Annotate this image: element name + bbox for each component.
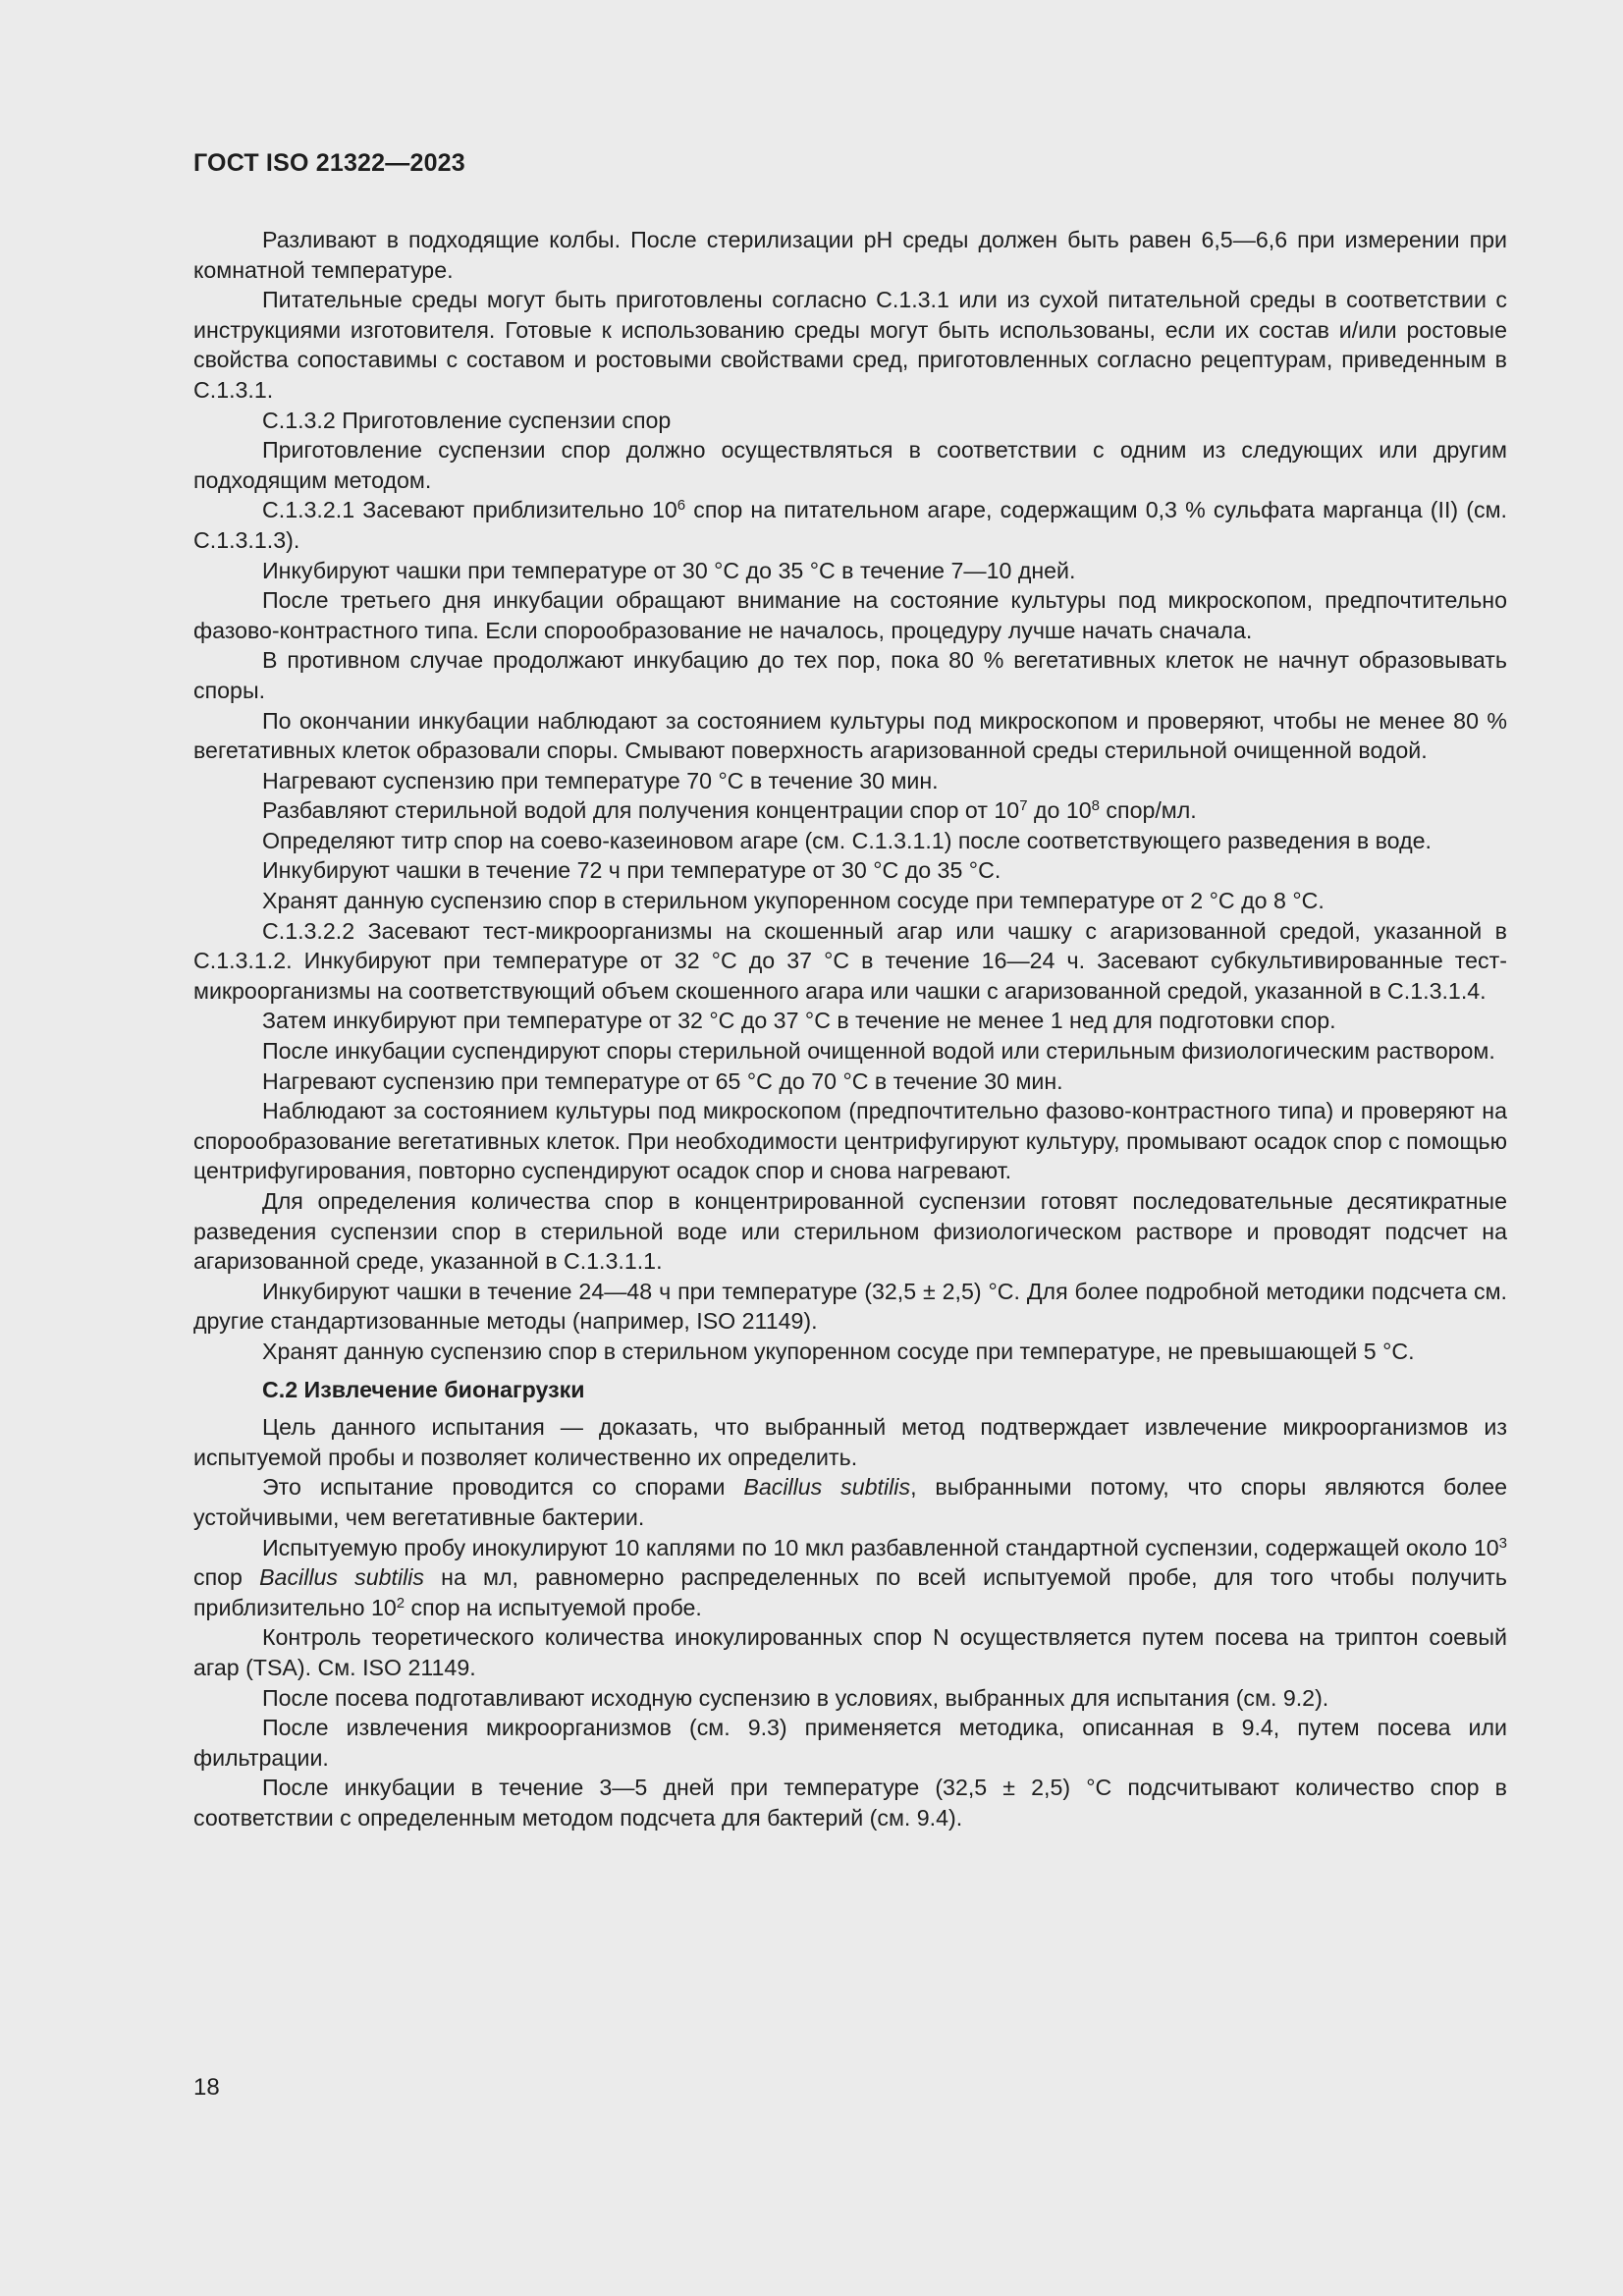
document-header: ГОСТ ISO 21322—2023 (193, 149, 465, 177)
paragraph: Питательные среды могут быть приготовлены согласно С.1.3.1 или из сухой питательной среды в соответствии с инструкциями изготовителя. Готовые к использованию среды могут быть использованы, если их состав и/или ростовые свойства сопоставимы с составом и ростовыми свойствами сред, приготовленных согласно рецептурам, приведенным в С.1.3.1. (193, 287, 1507, 403)
paragraph: Хранят данную суспензию спор в стерильном укупоренном сосуде при температуре, не превышающей 5 °С. (262, 1338, 1415, 1364)
paragraph: Инкубируют чашки в течение 24—48 ч при температуре (32,5 ± 2,5) °С. Для более подробной методики подсчета см. другие стандартизованные методы (например, ISO 21149). (193, 1278, 1507, 1335)
paragraph: В противном случае продолжают инкубацию до тех пор, пока 80 % вегетативных клеток не начнут образовывать споры. (193, 647, 1507, 703)
paragraph: Испытуемую пробу инокулируют 10 каплями по 10 мкл разбавленной стандартной суспензии, содержащей около $10^3$ спор Bacillus subtilis на мл, равномерно распределенных по всей испытуемой пробе, для того чтобы получить приблизительно $10^2$ спор на испытуемой пробе. (193, 1534, 1507, 1620)
paragraph: Это испытание проводится со спорами Bacillus subtilis, выбранными потому, что споры являются более устойчивыми, чем вегетативные бактерии. (193, 1474, 1508, 1530)
document-body (193, 225, 1507, 1832)
paragraph: После извлечения микроорганизмов (см. 9.3) применяется методика, описанная в 9.4, путем посева или фильтрации. (193, 1715, 1507, 1771)
paragraph: После инкубации в течение 3—5 дней при температуре (32,5 ± 2,5) °С подсчитывают количество спор в соответствии с определенным методом подсчета для бактерий (см. 9.4). (193, 1775, 1507, 1831)
paragraph: Приготовление суспензии спор должно осуществляться в соответствии с одним из следующих или другим подходящим методом. (193, 437, 1507, 493)
paragraph: Цель данного испытания — доказать, что выбранный метод подтверждает извлечение микроорганизмов из испытуемой пробы и позволяет количественно их определить. (193, 1414, 1507, 1470)
paragraph: Для определения количества спор в концентрированной суспензии готовят последовательные десятикратные разведения суспензии спор в стерильной воде или стерильном физиологическом растворе и проводят подсчет на агаризованной среде, указанной в С.1.3.1.1. (193, 1188, 1507, 1275)
paragraph: Контроль теоретического количества инокулированных спор N осуществляется путем посева на триптон соевый агар (TSA). См. ISO 21149. (193, 1624, 1507, 1680)
paragraph: Нагревают суспензию при температуре от 65 °С до 70 °С в течение 30 мин. (262, 1067, 1063, 1094)
paragraph: Затем инкубируют при температуре от 32 °С до 37 °С в течение не менее 1 нед для подготовки спор. (262, 1008, 1336, 1034)
paragraph: Разбавляют стерильной водой для получения концентрации спор от $10^7$ до $10^8$ спор/мл. (262, 797, 1197, 824)
paragraph: После третьего дня инкубации обращают внимание на состояние культуры под микроскопом, предпочтительно фазово-контрастного типа. Если спорообразование не началось, процедуру лучше начать сначала. (193, 587, 1507, 643)
paragraph: Наблюдают за состоянием культуры под микроскопом (предпочтительно фазово-контрастного типа) и проверяют на спорообразование вегетативных клеток. При необходимости центрифугируют культуру, промывают осадок спор с помощью центрифугирования, повторно суспендируют осадок спор и снова нагревают. (193, 1098, 1507, 1184)
paragraph: После посева подготавливают исходную суспензию в условиях, выбранных для испытания (см. 9.2). (262, 1684, 1329, 1711)
subsection-title: С.1.3.2 Приготовление суспензии спор (262, 407, 672, 433)
paragraph: После инкубации суспендируют споры стерильной очищенной водой или стерильным физиологическим раствором. (262, 1038, 1495, 1065)
page-number: 18 (193, 2074, 220, 2101)
paragraph: По окончании инкубации наблюдают за состоянием культуры под микроскопом и проверяют, чтобы не менее 80 % вегетативных клеток образовали споры. Смывают поверхность агаризованной среды стерильной очищенной водой. (193, 707, 1507, 764)
paragraph: Определяют титр спор на соево-казеиновом агаре (см. С.1.3.1.1) после соответствующего разведения в воде. (262, 827, 1432, 853)
paragraph: С.1.3.2.2 Засевают тест-микроорганизмы на скошенный агар или чашку с агаризованной средой, указанной в С.1.3.1.2. Инкубируют при температуре от 32 °С до 37 °С в течение 16—24 ч. Засевают субкультивированные тест-микроорганизмы на соответствующий объем скошенного агара или чашки с агаризованной средой, указанной в С.1.3.1.4. (193, 917, 1507, 1004)
paragraph: Хранят данную суспензию спор в стерильном укупоренном сосуде при температуре от 2 °С до 8 °С. (262, 888, 1325, 914)
paragraph: Инкубируют чашки в течение 72 ч при температуре от 30 °С до 35 °С. (262, 857, 1001, 884)
paragraph: Разливают в подходящие колбы. После стерилизации pH среды должен быть равен 6,5—6,6 при измерении при комнатной температуре. (193, 227, 1507, 283)
paragraph: Нагревают суспензию при температуре 70 °С в течение 30 мин. (262, 767, 939, 793)
paragraph: Инкубируют чашки при температуре от 30 °С до 35 °С в течение 7—10 дней. (262, 557, 1076, 583)
paragraph: С.1.3.2.1 Засевают приблизительно $10^6$ спор на питательном агаре, содержащим 0,3 % сульфата марганца (II) (см. С.1.3.1.3). (193, 497, 1507, 553)
section-heading: С.2 Извлечение бионагрузки (262, 1376, 585, 1402)
